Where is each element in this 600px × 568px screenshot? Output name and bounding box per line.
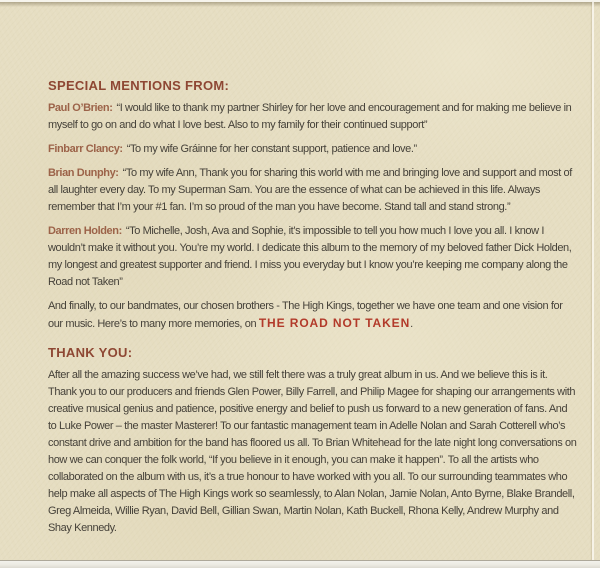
mention-quote: “To my wife Ann, Thank you for sharing this world with me and bringing love and support and most of all laughter every day. To my Superman Sam. You are the essence of what can be achieved in this life. Always remember that I’m your #1 fan. I’m so proud of the man you have become. Stand tall and stand strong.” [48, 167, 572, 213]
liner-notes-content [48, 78, 578, 544]
mention-paragraph-finbarr-clancy [48, 141, 578, 158]
album-title-highlight: THE ROAD NOT TAKEN [258, 316, 411, 330]
page-top-shadow [0, 2, 600, 7]
mention-paragraph-brian-dunphy [48, 165, 578, 216]
page-bottom-edge [0, 560, 600, 568]
thank-you-heading: THANK YOU: [48, 345, 133, 360]
mention-name: Brian Dunphy: [48, 167, 119, 179]
mention-paragraph-paul-obrien [48, 100, 578, 134]
thank-you-paragraph: After all the amazing success we’ve had, we still felt there was a truly great album in us. And we believe this is it. Thank you to our producers and friends Glen Power, Billy Farrell, and Philip Magee for shaping our arrangements with creative musical genius and patience, positive energy and belief to push us forward to a new generation of fans. And to Luke Power – the master Masterer! To our fantastic management team in Adelle Nolan and Sarah Cotterell who’s constant drive and ambition for the band has floored us all. To Brian Whitehead for the late night long conversations on how we can conquer the folk world, “If you believe in it enough, you can make it happen”. To all the artists who collaborated on the album with us, it’s a true honour to have worked with you all. To our surrounding teammates who help make all aspects of The High Kings work so seamlessly, to Alan Nolan, Jamie Nolan, Anto Byrne, Blake Brandell, Greg Almeida, Willie Ryan, David Bell, Gillian Swan, Martin Nolan, Kath Buckell, Rhona Kelly, Andrew Murphy and Shay Kennedy. [48, 369, 577, 534]
closing-period: . [410, 318, 413, 330]
mention-name: Finbarr Clancy: [48, 143, 123, 155]
mention-paragraph-darren-holden [48, 223, 578, 291]
closing-text: And finally, to our bandmates, our chosen brothers - The High Kings, together we have one team and one vision for our music. Here’s to many more memories, on [48, 300, 563, 330]
mention-quote: “To my wife Gráinne for her constant support, patience and love.” [126, 143, 417, 155]
page-right-fold-line [592, 2, 594, 561]
closing-paragraph [48, 298, 578, 333]
mention-quote: “To Michelle, Josh, Ava and Sophie, it’s impossible to tell you how much I love you all. I know I wouldn’t make it without you. You’re my world. I dedicate this album to the memory of my beloved father Dick Holden, my longest and greatest supporter and friend. I miss you everyday but I know you’re keeping me company along the Road not Taken” [48, 225, 572, 288]
mention-name: Darren Holden: [48, 225, 122, 237]
mention-name: Paul O’Brien: [48, 102, 113, 114]
mention-quote: “I would like to thank my partner Shirley for her love and encouragement and for making me believe in myself to go on and do what I love best. Also to my family for their continued support” [48, 102, 572, 131]
special-mentions-heading: SPECIAL MENTIONS FROM: [48, 78, 230, 93]
